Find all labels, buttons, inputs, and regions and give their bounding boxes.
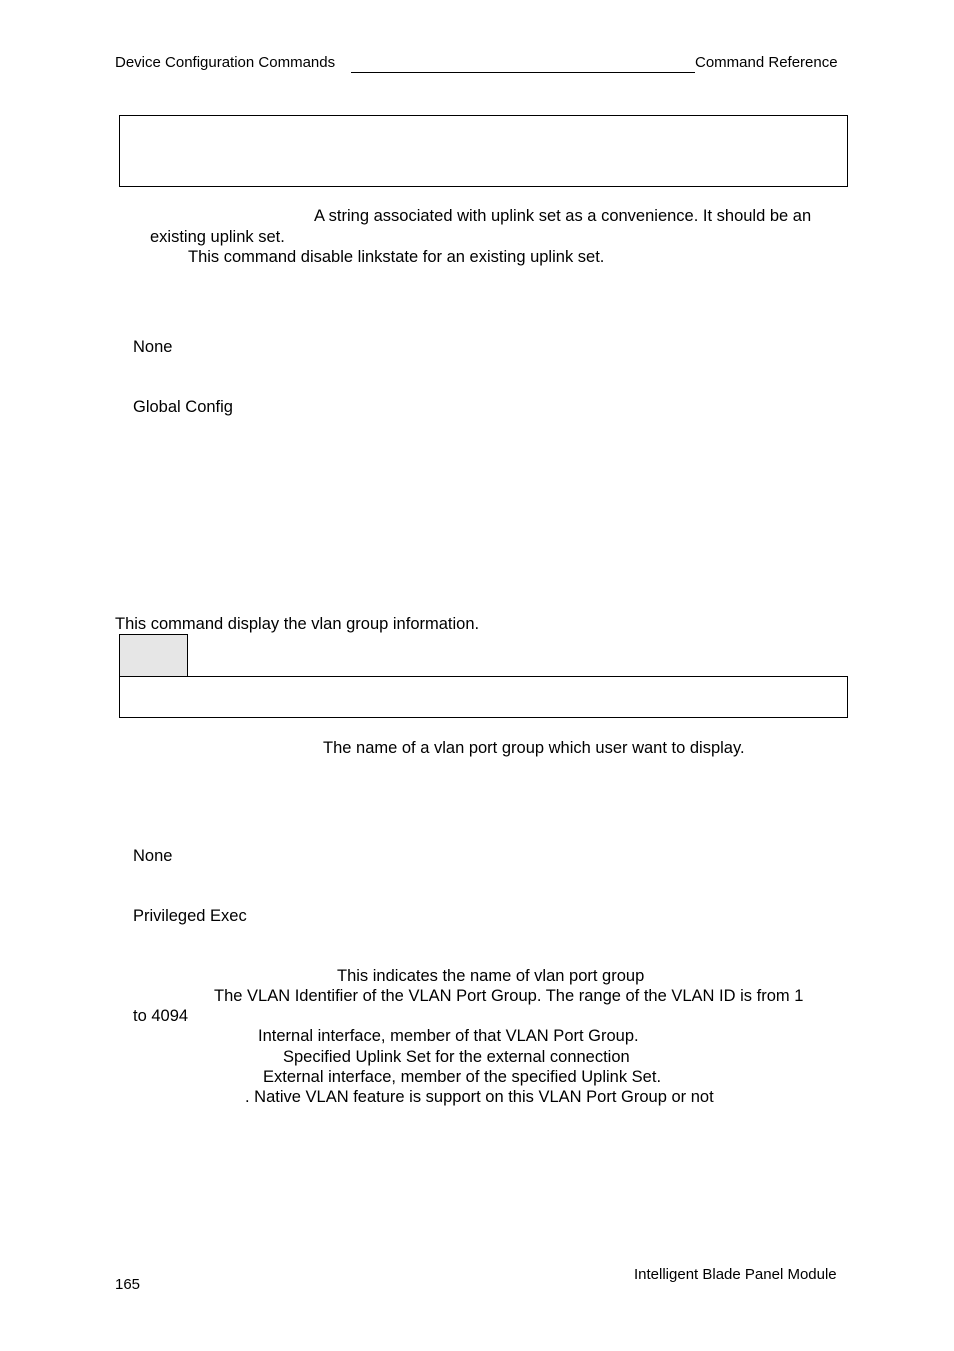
syntax-box bbox=[119, 115, 848, 187]
header-rule bbox=[351, 72, 695, 73]
command-description: This command disable linkstate for an existing uplink set. bbox=[188, 248, 605, 266]
footer-product: Intelligent Blade Panel Module bbox=[634, 1266, 837, 1283]
param-desc-line1: A string associated with uplink set as a convenience. It should be an bbox=[314, 207, 812, 225]
header-right: Command Reference bbox=[695, 54, 838, 71]
section-intro: This command display the vlan group information. bbox=[115, 615, 480, 633]
display-vlanid-desc: The VLAN Identifier of the VLAN Port Group. The range of the VLAN ID is from 1 bbox=[214, 987, 804, 1005]
default-value: None bbox=[133, 338, 173, 356]
header-left: Device Configuration Commands bbox=[115, 54, 336, 71]
display-uplink-desc: Specified Uplink Set for the external connection bbox=[283, 1048, 630, 1066]
param-desc-line2: existing uplink set. bbox=[150, 228, 285, 246]
display-external-desc: External interface, member of the specified Uplink Set. bbox=[263, 1068, 662, 1086]
syntax-box-2 bbox=[119, 676, 848, 718]
mode-value: Global Config bbox=[133, 398, 233, 416]
display-name-desc: This indicates the name of vlan port group bbox=[337, 967, 645, 985]
display-vlanid-desc-cont: to 4094 bbox=[133, 1007, 189, 1025]
page-number: 165 bbox=[115, 1276, 141, 1293]
mode-value-2: Privileged Exec bbox=[133, 907, 247, 925]
format-label-cell bbox=[119, 634, 188, 677]
default-value-2: None bbox=[133, 847, 173, 865]
display-internal-desc: Internal interface, member of that VLAN Port Group. bbox=[258, 1027, 639, 1045]
display-native-desc: . Native VLAN feature is support on this VLAN Port Group or not bbox=[245, 1088, 714, 1106]
param-desc: The name of a vlan port group which user want to display. bbox=[323, 739, 745, 757]
